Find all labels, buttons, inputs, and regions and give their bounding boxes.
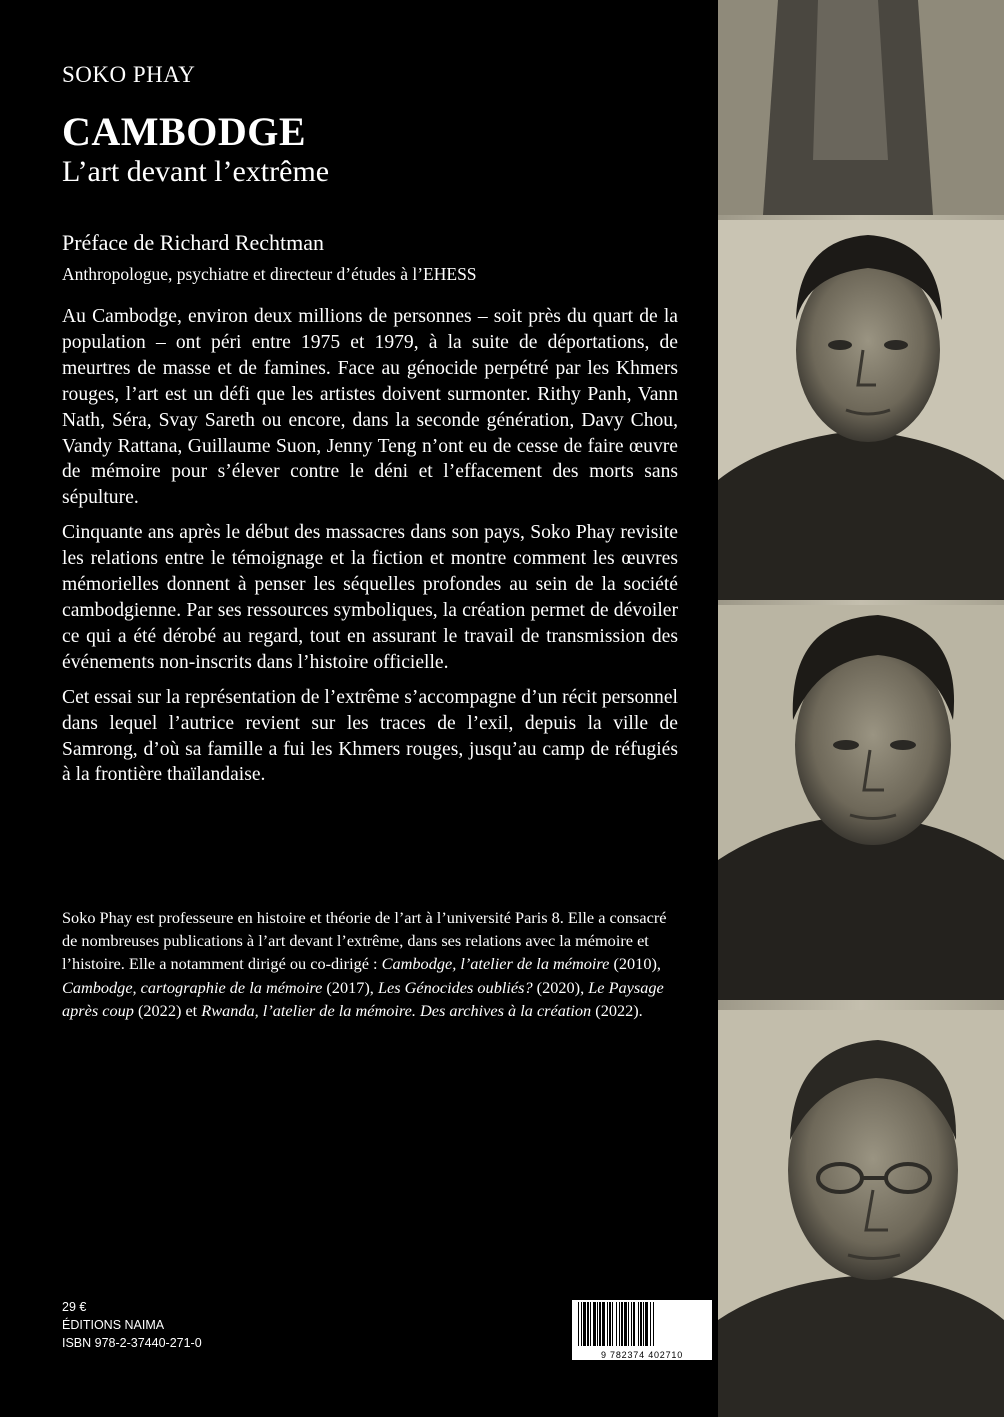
barcode-bar <box>581 1302 582 1346</box>
bio-year: (2010), <box>609 954 661 974</box>
preface-credit: Préface de Richard Rechtman <box>62 230 325 255</box>
barcode-bar <box>602 1302 605 1346</box>
author-name: SOKO PHAY <box>62 62 196 87</box>
barcode-bar <box>599 1302 601 1346</box>
bio-book-title: Les Génocides oubliés? <box>377 977 533 997</box>
barcode-bar <box>609 1302 611 1346</box>
barcode-bar <box>643 1302 644 1346</box>
bio-intro: Soko Phay est professeure en histoire et théorie de l’art à l’université Paris 8. Elle a consacré de nombreuses publications à l’art devant l’extrême, dans ses relations avec la mémoire et l’histoire. Elle a notamment dirigé ou co-dirigé : <box>62 908 667 974</box>
barcode <box>572 1300 712 1360</box>
blurb-paragraph-3: Cet essai sur la représentation de l’extrême s’accompagne d’un récit personnel dans lequel l’autrice revient sur les traces de l’exil, depuis la ville de Samrong, d’où sa famille a fui les Khmers rouges, jusqu’au camp de réfugiés à la frontière thaïlandaise. <box>62 686 678 786</box>
portrait-3 <box>718 1010 1004 1417</box>
blurb-paragraph-2: Cinquante ans après le début des massacres dans son pays, Soko Phay revisite les relations entre le témoignage et la fiction et montre comment les œuvres mémorielles donnent à penser les séquelles profondes au sein de la société cambodgienne. Par ses ressources symboliques, la création permet de dévoiler ce qui a été dérobé au regard, tout en assurant le travail de transmission des événements non-inscrits dans l’histoire officielle. <box>62 522 678 673</box>
bio-book-title: Cambodge, l’atelier de la mémoire <box>381 954 610 974</box>
book-title: CAMBODGE <box>62 109 306 154</box>
bio-year: (2017), <box>322 977 378 997</box>
barcode-bar <box>597 1302 598 1346</box>
barcode-bar <box>650 1302 651 1346</box>
portrait-photo-icon <box>718 0 1004 1417</box>
barcode-bar <box>621 1302 623 1346</box>
barcode-bar <box>645 1302 648 1346</box>
bio-book-title: Rwanda, l’atelier de la mémoire. Des archives à la création <box>201 1000 592 1020</box>
bio-book-title: Cambodge, cartographie de la mémoire <box>62 977 323 997</box>
blurb-paragraph-1: Au Cambodge, environ deux millions de personnes – soit près du quart de la population – ont péri entre 1975 et 1979, à la suite de déportations, de meurtres de masse et de famines. Face au génocide perpétré par les Khmers rouges, l’art est un défi que les artistes doivent surmonter. Rithy Panh, Vann Nath, Séra, Svay Sareth ou encore, dans la seconde génération, Davy Chou, Vandy Rattana, Guillaume Suon, Jenny Teng n’ont eu de cesse de faire œuvre de mémoire pour s’élever contre le déni et l’effacement des morts sans sépulture. <box>62 306 678 509</box>
author-bio <box>62 906 682 1022</box>
price: 29 € <box>62 1300 87 1314</box>
barcode-bar <box>593 1302 596 1346</box>
barcode-bar <box>583 1302 586 1346</box>
publisher-name: ÉDITIONS NAIMA <box>62 1318 165 1332</box>
portrait-1 <box>718 220 1004 600</box>
barcode-bar <box>624 1302 627 1346</box>
author-bio-text <box>62 906 682 1022</box>
barcode-bar <box>607 1302 608 1346</box>
barcode-bar <box>638 1302 639 1346</box>
barcode-bar <box>590 1302 591 1346</box>
barcode-bar <box>631 1302 632 1346</box>
barcode-bar <box>640 1302 642 1346</box>
barcode-bar <box>653 1302 654 1346</box>
barcode-bar <box>578 1302 579 1346</box>
bio-year: (2020), <box>532 977 589 997</box>
barcode-bar <box>628 1302 629 1346</box>
preface-author-role: Anthropologue, psychiatre et directeur d’études à l’EHESS <box>62 264 477 284</box>
blurb <box>62 304 678 797</box>
barcode-icon <box>572 1300 712 1348</box>
publisher-info <box>62 1298 202 1352</box>
bio-year: (2022). <box>591 1000 643 1020</box>
book-subtitle: L’art devant l’extrême <box>62 155 330 188</box>
barcode-bar <box>616 1302 617 1346</box>
portrait-top <box>718 0 1004 215</box>
barcode-bar <box>619 1302 620 1346</box>
bio-year: (2022) et <box>133 1000 202 1020</box>
bio-book-title: Le Paysage après coup <box>62 977 664 1020</box>
barcode-number: 9 782374 402710 <box>572 1350 712 1360</box>
portrait-2 <box>718 605 1004 1000</box>
barcode-bar <box>633 1302 635 1346</box>
isbn: ISBN 978-2-37440-271-0 <box>62 1336 202 1350</box>
portrait-photo-strip <box>718 0 1004 1417</box>
barcode-bar <box>587 1302 589 1346</box>
barcode-bar <box>612 1302 613 1346</box>
